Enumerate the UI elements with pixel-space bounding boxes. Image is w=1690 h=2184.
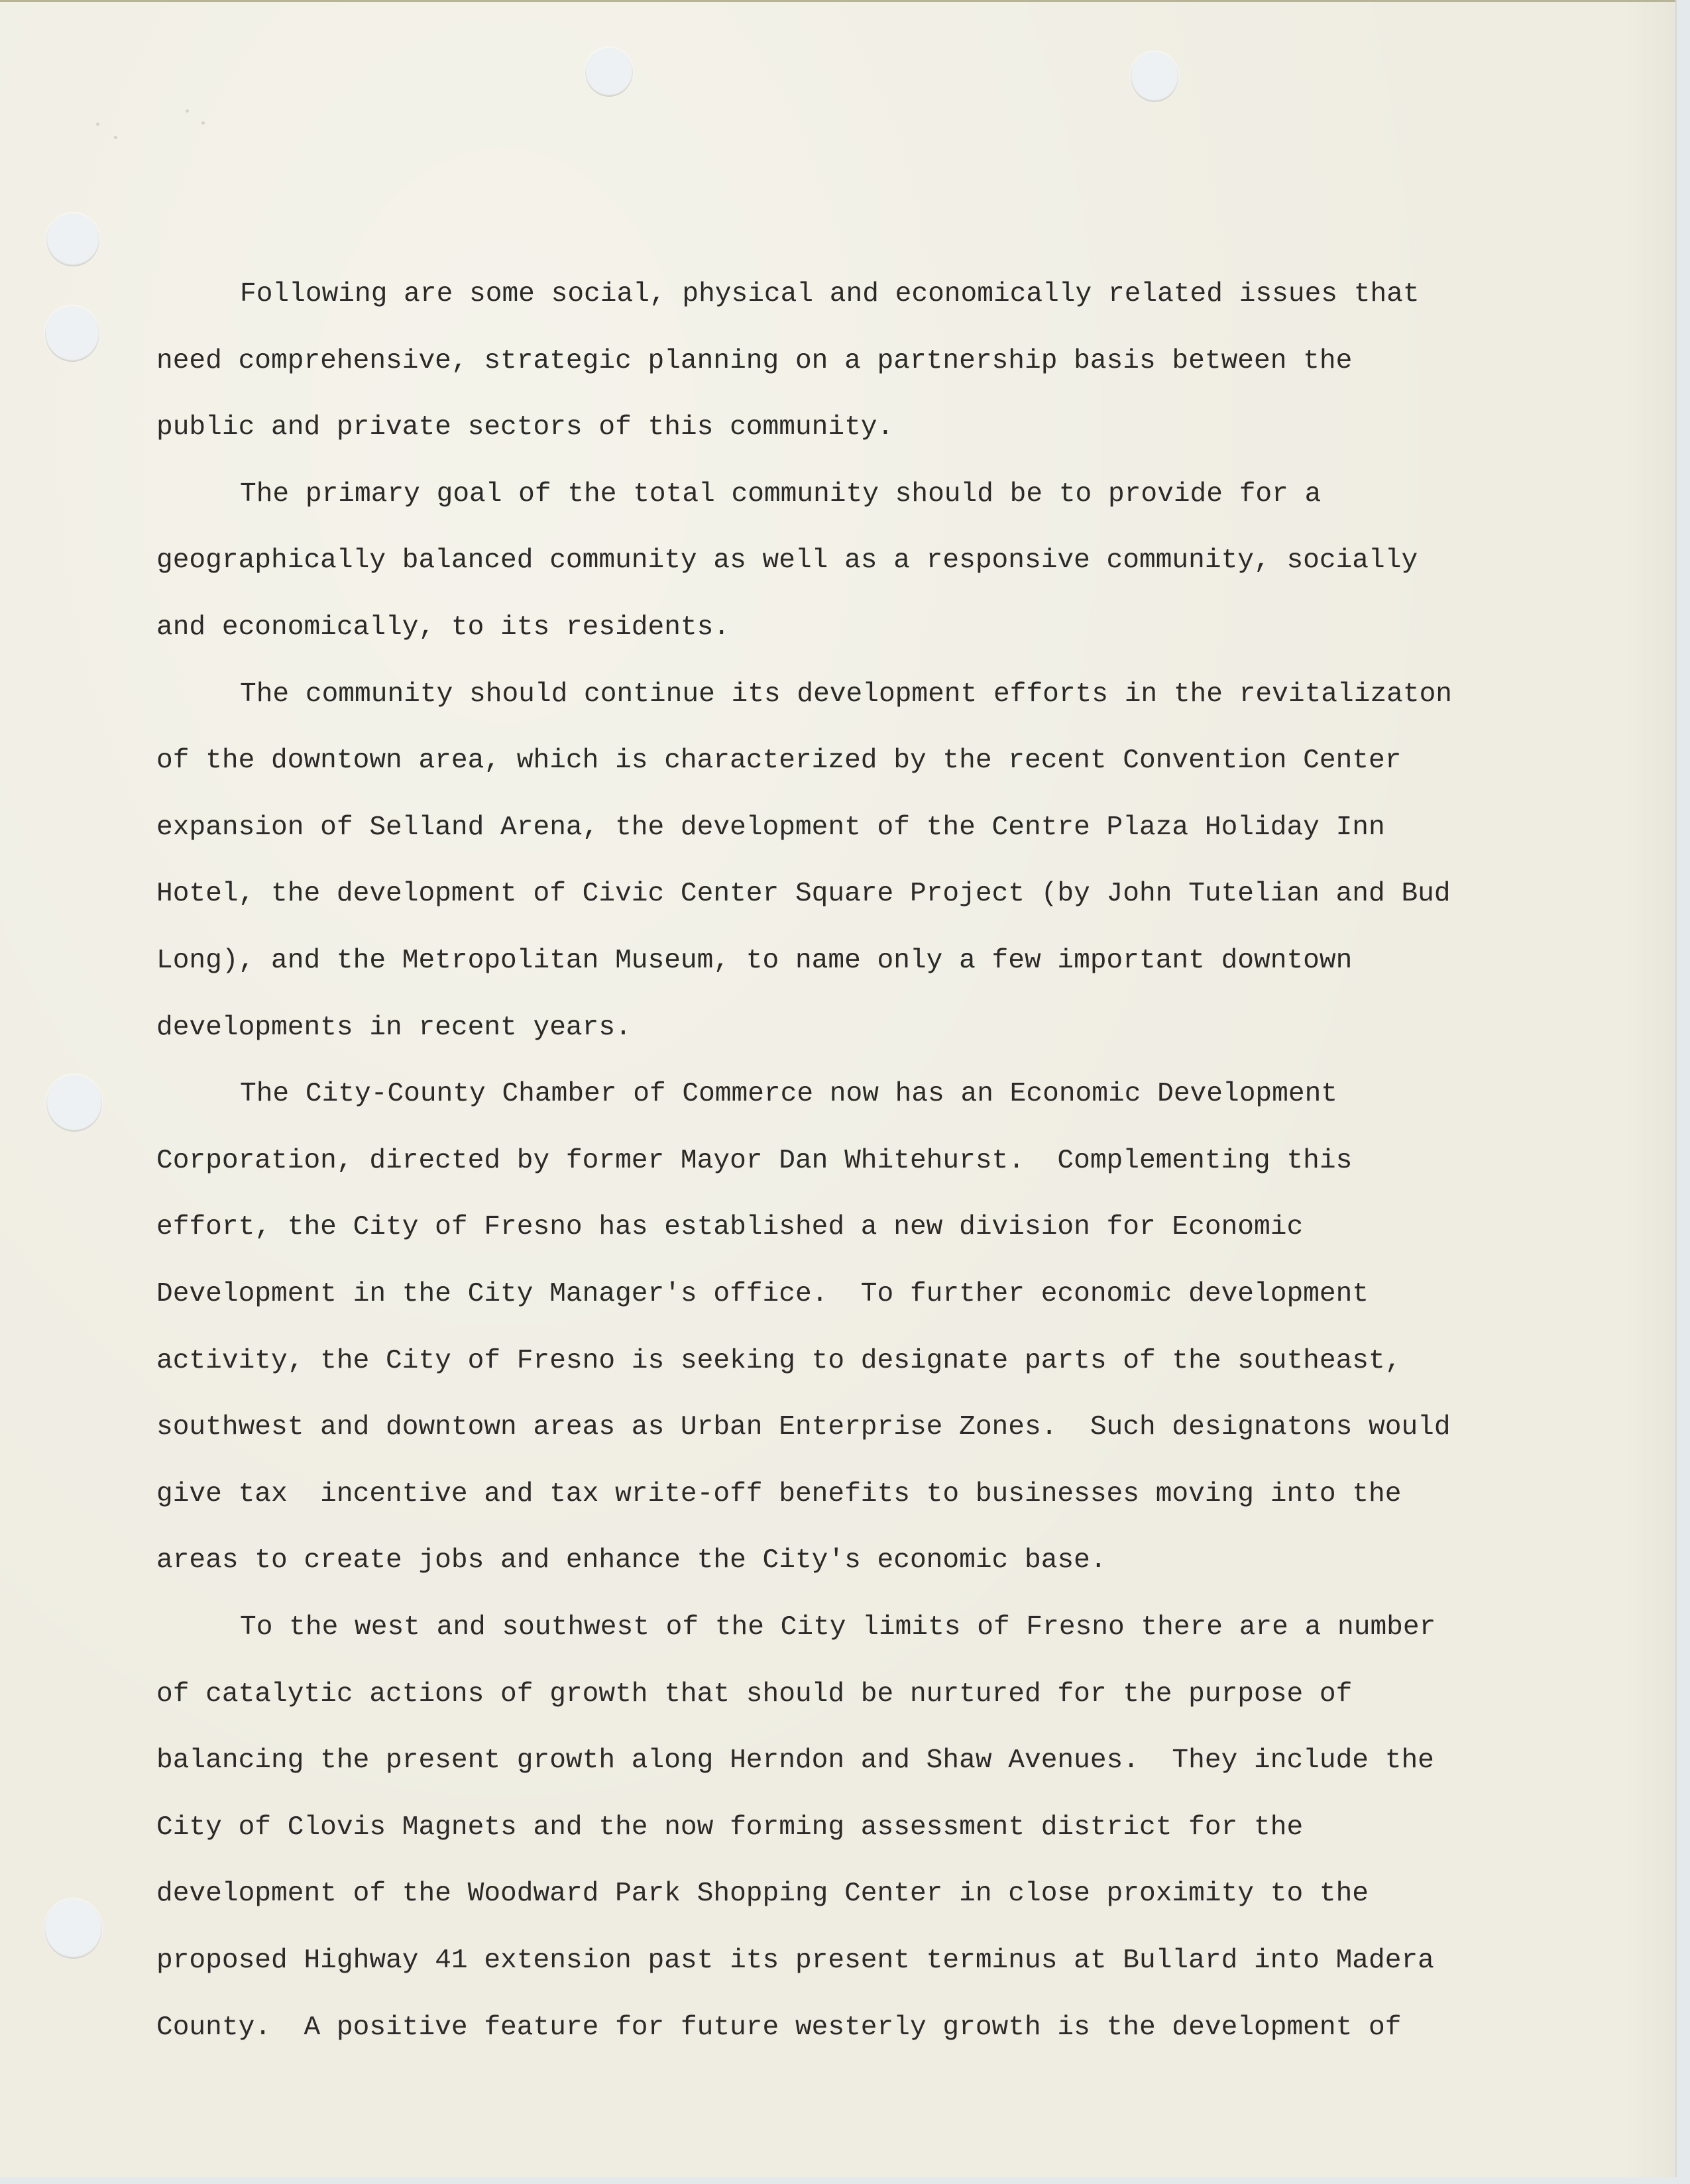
left-binder-hole-3 (46, 1075, 102, 1132)
text-line: give tax incentive and tax write-off benefits to businesses moving into the (156, 1478, 1402, 1509)
left-binder-hole-2 (45, 306, 99, 362)
text-line: development of the Woodward Park Shopping Center in close proximity to the (156, 1879, 1369, 1910)
text-line: balancing the present growth along Herndon and Shaw Avenues. They include the (156, 1745, 1434, 1776)
text-line: Long), and the Metropolitan Museum, to name only a few important downtown (156, 946, 1353, 976)
paper-speck (201, 121, 205, 125)
left-binder-hole-4 (44, 1899, 102, 1959)
text-line: County. A positive feature for future westerly growth is the development of (156, 2012, 1402, 2043)
page-top-edge (0, 0, 1675, 2)
text-line: The community should continue its development efforts in the revitalizaton (240, 679, 1453, 710)
text-line: The primary goal of the total community should be to provide for a (240, 478, 1322, 510)
text-line: City of Clovis Magnets and the now forming assessment district for the (156, 1812, 1304, 1843)
text-line: geographically balanced community as well as a responsive community, socially (156, 545, 1418, 576)
text-line: southwest and downtown areas as Urban Enterprise Zones. Such designatons would (156, 1412, 1451, 1443)
text-line: Development in the City Manager's office. To further economic development (156, 1279, 1369, 1309)
text-line: need comprehensive, strategic planning on a partnership basis between the (156, 345, 1353, 376)
text-line: developments in recent years. (156, 1012, 632, 1043)
text-line: and economically, to its residents. (156, 612, 730, 643)
paper-speck (114, 136, 117, 139)
text-line: of the downtown area, which is characterized by the recent Convention Center (156, 745, 1402, 777)
paper-speck (186, 109, 189, 113)
text-line: To the west and southwest of the City limits of Fresno there are a number (240, 1612, 1436, 1643)
text-line: effort, the City of Fresno has established a new division for Economic (156, 1212, 1304, 1243)
left-binder-hole-1 (46, 213, 99, 266)
top-binder-hole-left (585, 48, 633, 97)
text-line: Following are some social, physical and economically related issues that (240, 279, 1420, 309)
top-binder-hole-right (1131, 52, 1178, 102)
text-line: Corporation, directed by former Mayor Dan Whitehurst. Complementing this (156, 1145, 1353, 1176)
paper-speck (96, 123, 99, 126)
text-line: public and private sectors of this community. (156, 412, 894, 443)
text-line: areas to create jobs and enhance the City's economic base. (156, 1545, 1107, 1576)
text-line: expansion of Selland Arena, the development of the Centre Plaza Holiday Inn (156, 812, 1385, 843)
text-line: of catalytic actions of growth that should be nurtured for the purpose of (156, 1678, 1353, 1710)
text-line: proposed Highway 41 extension past its present terminus at Bullard into Madera (156, 1945, 1434, 1976)
text-line: The City-County Chamber of Commerce now has an Economic Development (240, 1079, 1338, 1110)
text-line: Hotel, the development of Civic Center Square Project (by John Tutelian and Bud (156, 879, 1451, 910)
text-line: activity, the City of Fresno is seeking to designate parts of the southeast, (156, 1345, 1402, 1376)
